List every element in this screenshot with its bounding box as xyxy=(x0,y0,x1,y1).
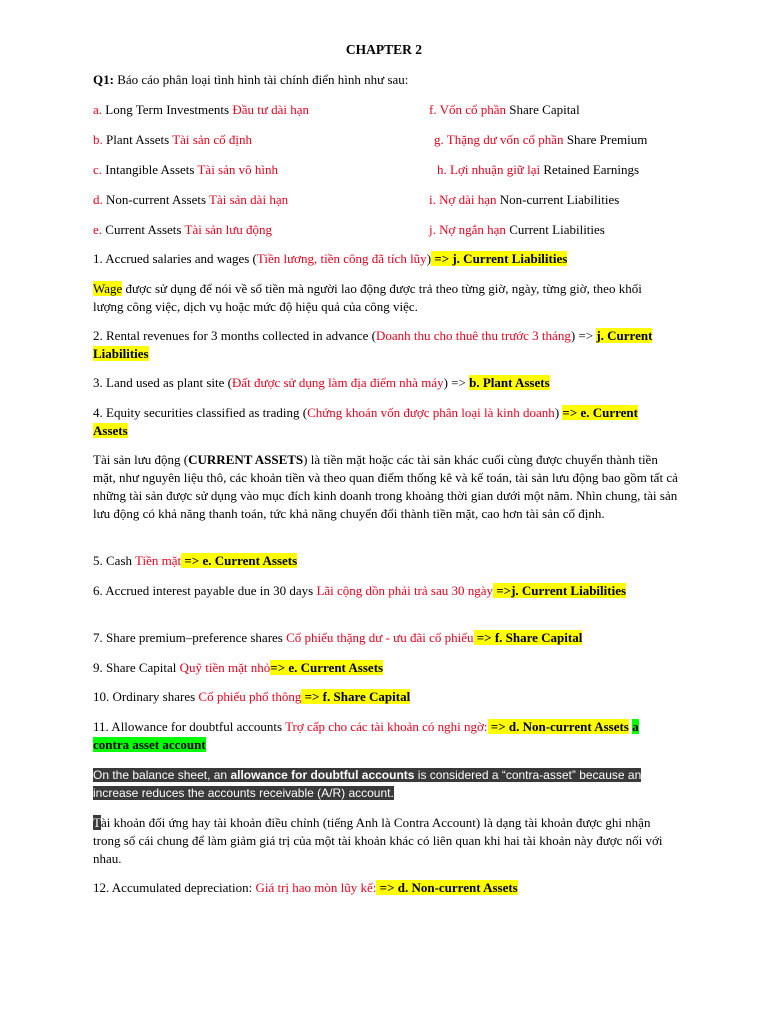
item-vi: Doanh thu cho thuê thu trước 3 tháng xyxy=(376,328,571,343)
answer-highlight: => d. Non-current Assets xyxy=(376,880,518,895)
option-en: Non-current Assets xyxy=(102,192,210,207)
item-punct: ) => xyxy=(443,375,470,390)
item-vi: Lãi cộng dồn phải trả sau 30 ngày xyxy=(316,583,494,598)
option-en: Share Capital xyxy=(506,102,580,117)
option-row xyxy=(93,221,693,239)
option-letter: g. xyxy=(434,132,444,147)
answer-highlight: => d. Non-current Assets xyxy=(487,719,629,734)
item-12 xyxy=(93,879,673,897)
item-punct: ) => xyxy=(570,328,597,343)
option-en: Long Term Investments xyxy=(102,102,233,117)
item-vi: Cổ phiếu thặng dư - ưu đãi cổ phiếu xyxy=(286,630,474,645)
option-en: Current Liabilities xyxy=(505,222,605,237)
item-en: 7. Share premium–preference shares xyxy=(93,630,287,645)
option-en: Non-current Liabilities xyxy=(496,192,620,207)
option-vi: Nợ ngắn hạn xyxy=(435,222,506,237)
option-letter: j. xyxy=(429,222,436,237)
option-vi: Vốn cổ phần xyxy=(436,102,507,117)
item-vi: Quỹ tiền mặt nhỏ xyxy=(179,660,271,675)
option-en: Current Assets xyxy=(102,222,185,237)
answer-highlight: => f. Share Capital xyxy=(301,689,411,704)
answer-highlight: => e. Current Assets xyxy=(93,405,638,438)
item-2 xyxy=(93,327,673,363)
item-en: 12. Accumulated depreciation: xyxy=(93,880,256,895)
option-vi: Tài sản vô hình xyxy=(197,162,278,177)
item-punct: ) xyxy=(426,251,432,266)
option-en: Retained Earnings xyxy=(540,162,640,177)
item-en: 11. Allowance for doubtful accounts xyxy=(93,719,286,734)
wage-note xyxy=(93,280,673,316)
wage-text: được sử dụng để nói về số tiền mà người lao động được trả theo từng giờ, ngày, từng giờ, theo khối lượng công việc, dịch vụ hoặc mức độ hiệu quả của công việc. xyxy=(93,281,642,314)
dark-text: On the balance sheet, an xyxy=(93,768,231,782)
option-letter: a. xyxy=(93,102,103,117)
option-letter: f. xyxy=(429,102,437,117)
q1-label: Q1: xyxy=(93,72,114,87)
option-letter: h. xyxy=(437,162,447,177)
item-9 xyxy=(93,659,673,677)
item-3 xyxy=(93,374,673,392)
answer-highlight: =>j. Current Liabilities xyxy=(493,583,627,598)
option-en: Intangible Assets xyxy=(102,162,198,177)
item-en: 10. Ordinary shares xyxy=(93,689,199,704)
option-en: Plant Assets xyxy=(102,132,173,147)
item-en: 2. Rental revenues for 3 months collected in advance ( xyxy=(93,328,377,343)
option-en: Share Premium xyxy=(563,132,648,147)
item-vi: Chứng khoán vốn được phân loại là kinh doanh xyxy=(307,405,555,420)
option-vi: Tài sản cố định xyxy=(172,132,253,147)
item-vi: Cổ phiếu phổ thông xyxy=(198,689,302,704)
item-10 xyxy=(93,688,673,706)
current-assets-note xyxy=(93,451,678,523)
note-text: ) là tiền mặt hoặc các tài sản khác cuối cùng được chuyển thành tiền mặt, như nguyên liệu thô, các khoản tiền và theo quan điểm thống kê và kế toán, tài sản lưu động bao gồm tất cả những tài sản được sử dụng vào mục đích kinh doanh trong khoảng thời gian dưới một năm. Nhìn chung, tài sản lưu động có khả năng thanh toán, tức khả năng chuyển đổi thành tiền mặt, cao hơn tài sản cố định. xyxy=(93,452,678,521)
answer-highlight: j. Current Liabilities xyxy=(93,328,653,361)
item-vi: Đất được sử dụng làm địa điểm nhà máy xyxy=(232,375,444,390)
item-en: 4. Equity securities classified as trading ( xyxy=(93,405,308,420)
option-vi: Lợi nhuận giữ lại xyxy=(446,162,541,177)
note-bold: CURRENT ASSETS xyxy=(188,452,304,467)
option-row xyxy=(93,161,693,179)
item-4 xyxy=(93,404,673,440)
option-row xyxy=(93,191,693,209)
item-1 xyxy=(93,250,673,268)
q1-text: Báo cáo phân loại tình hình tài chính điển hình như sau: xyxy=(113,72,409,87)
item-vi: Giá trị hao mòn lũy kế: xyxy=(255,880,377,895)
item-en: 1. Accrued salaries and wages ( xyxy=(93,251,257,266)
option-row xyxy=(93,101,693,119)
item-11 xyxy=(93,718,673,754)
item-en: 6. Accrued interest payable due in 30 days xyxy=(93,583,317,598)
answer-highlight: b. Plant Assets xyxy=(469,375,550,390)
option-letter: c. xyxy=(93,162,103,177)
item-vi: Tiền mặt xyxy=(135,553,182,568)
contra-account-note xyxy=(93,814,678,868)
option-row xyxy=(93,131,693,149)
option-vi: Đầu tư dài hạn xyxy=(232,102,310,117)
wage-word: Wage xyxy=(93,281,123,296)
answer-highlight: => j. Current Liabilities xyxy=(431,251,568,266)
answer-highlight: => e. Current Assets xyxy=(181,553,298,568)
option-vi: Tài sản lưu động xyxy=(184,222,273,237)
option-letter: d. xyxy=(93,192,103,207)
chapter-title: CHAPTER 2 xyxy=(345,42,423,57)
answer-highlight: => e. Current Assets xyxy=(270,660,384,675)
note-text: ài khoản đối ứng hay tài khoản điều chỉnh (tiếng Anh là Contra Account) là dạng tài khoản được ghi nhận trong sổ cái chung để làm giảm giá trị của một tài khoản khác có liên quan khi hai tài khoản này được nối với nhau. xyxy=(93,815,663,866)
option-vi: Nợ dài hạn xyxy=(435,192,497,207)
item-vi: Trợ cấp cho các tài khoản có nghi ngờ: xyxy=(285,719,488,734)
option-letter: b. xyxy=(93,132,103,147)
item-6 xyxy=(93,582,673,600)
option-letter: i. xyxy=(429,192,436,207)
dark-text: is considered a “contra-asset” because an increase reduces the accounts receivable (A/R) account. xyxy=(93,768,642,800)
item-7 xyxy=(93,629,673,647)
dark-bold: allowance for doubtful accounts xyxy=(230,768,415,782)
contra-asset-note-dark xyxy=(93,766,683,802)
question-q1 xyxy=(93,71,673,89)
note-text: Tài sản lưu động ( xyxy=(93,452,189,467)
option-vi: Tài sản dài hạn xyxy=(209,192,289,207)
item-en: 9. Share Capital xyxy=(93,660,180,675)
item-punct: ) xyxy=(554,405,563,420)
dark-first-letter: T xyxy=(93,815,101,830)
option-letter: e. xyxy=(93,222,103,237)
item-en: 3. Land used as plant site ( xyxy=(93,375,232,390)
item-vi: Tiền lương, tiền công đã tích lũy xyxy=(256,251,427,266)
answer-green-highlight: a contra asset account xyxy=(93,719,639,752)
item-5 xyxy=(93,552,673,570)
item-en: 5. Cash xyxy=(93,553,136,568)
answer-highlight: => f. Share Capital xyxy=(473,630,583,645)
option-vi: Thặng dư vốn cổ phần xyxy=(443,132,564,147)
